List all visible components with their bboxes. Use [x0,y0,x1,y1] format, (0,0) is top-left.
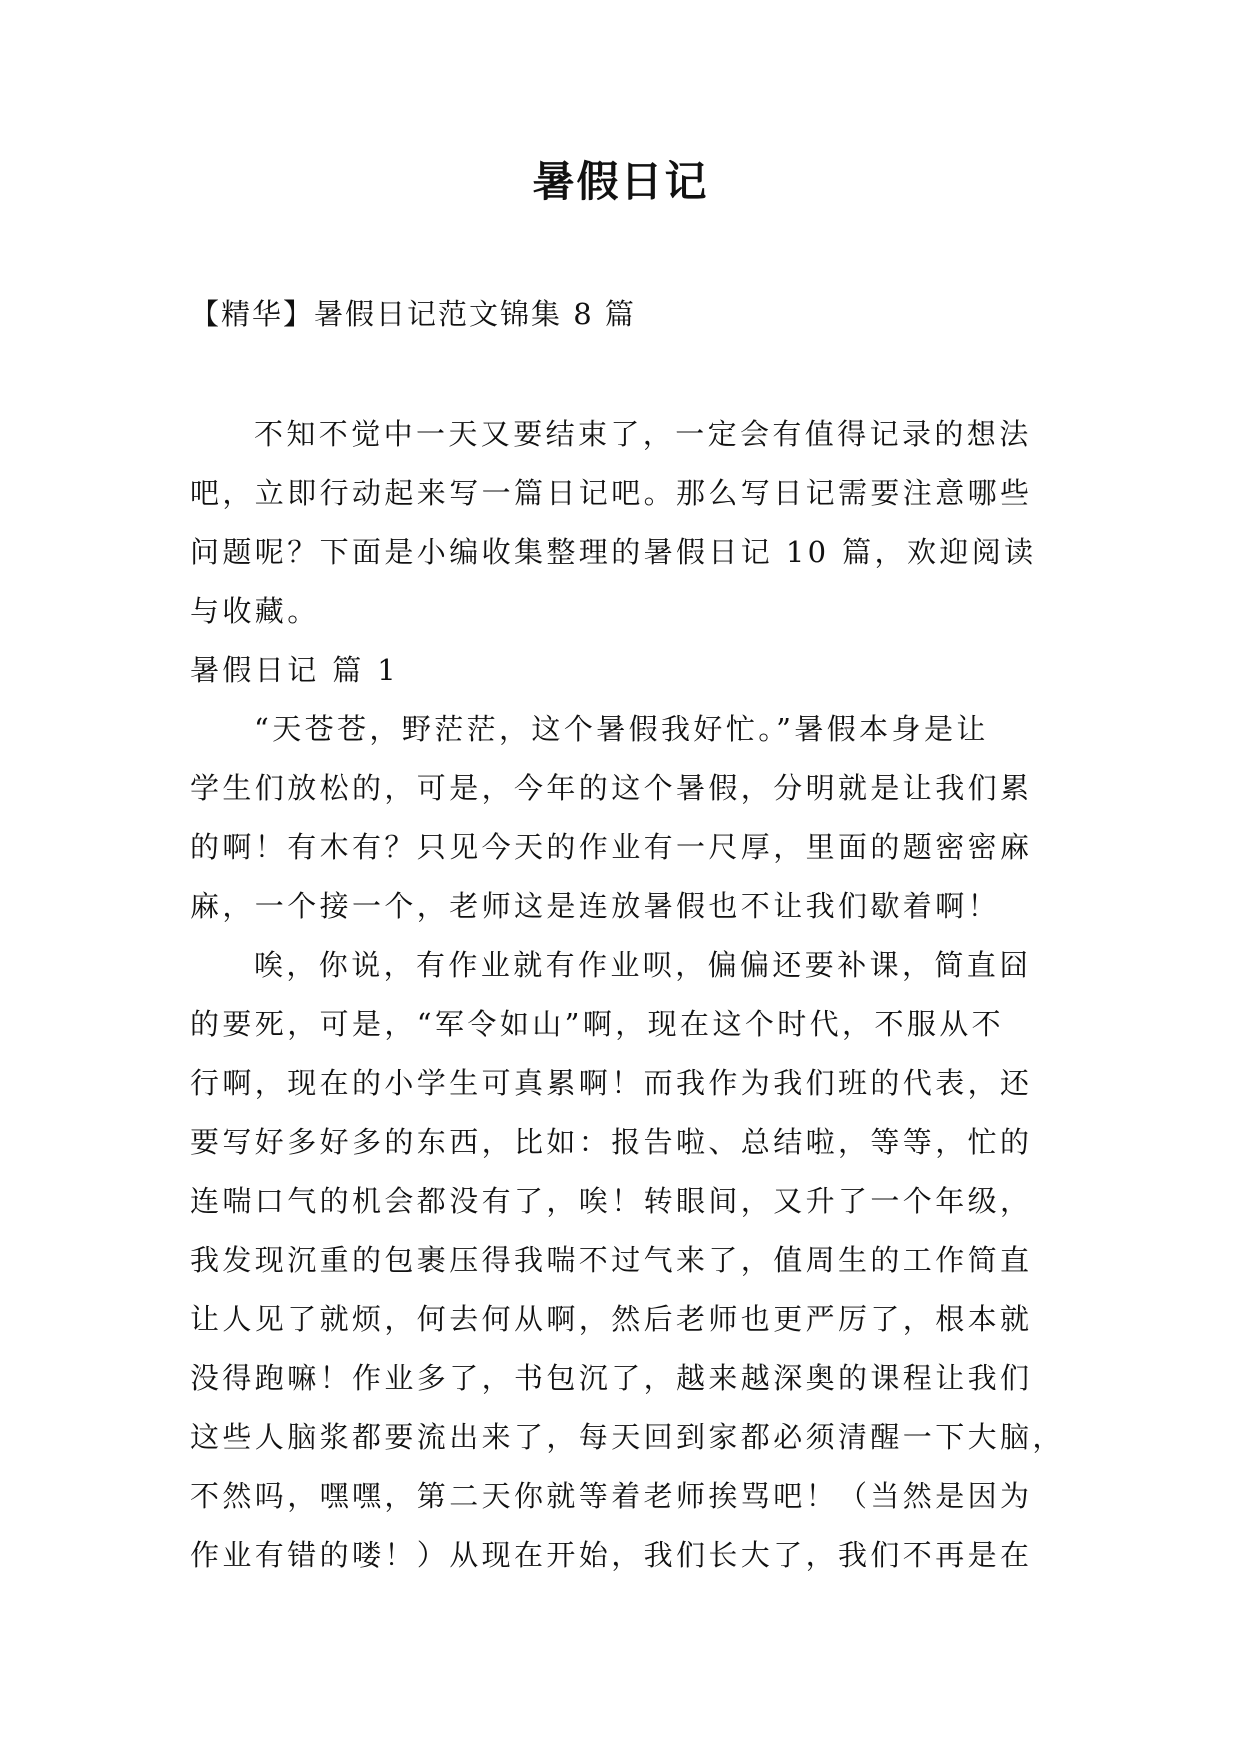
paragraph-line: 麻，一个接一个，老师这是连放暑假也不让我们歇着啊！ [190,889,1001,923]
document-body [190,405,1065,1585]
paragraph-line: 我发现沉重的包裹压得我喘不过气来了，值周生的工作简直 [190,1243,1033,1277]
paragraph-line: 与收藏。 [190,594,320,628]
paragraph-line: 的啊！有木有？只见今天的作业有一尺厚，里面的题密密麻 [190,830,1033,864]
paragraph-line: 让人见了就烦，何去何从啊，然后老师也更严厉了，根本就 [190,1302,1033,1336]
paragraph-line: 作业有错的喽！）从现在开始，我们长大了，我们不再是在 [190,1538,1033,1572]
paragraph-line: 吧，立即行动起来写一篇日记吧。那么写日记需要注意哪些 [190,476,1033,510]
paragraph-line: 要写好多好多的东西，比如：报告啦、总结啦，等等，忙的 [190,1125,1033,1159]
document-subtitle: 【精华】暑假日记范文锦集 8 篇 [190,297,636,331]
paragraph-line: 没得跑嘛！作业多了，书包沉了，越来越深奥的课程让我们 [190,1361,1033,1395]
paragraph-line: 问题呢？下面是小编收集整理的暑假日记 10 篇，欢迎阅读 [190,535,1037,569]
paragraph-line: 连喘口气的机会都没有了，唉！转眼间，又升了一个年级， [190,1184,1033,1218]
paragraph-line: 行啊，现在的小学生可真累啊！而我作为我们班的代表，还 [190,1066,1033,1100]
section-heading: 暑假日记 篇 1 [190,653,400,687]
paragraph-line: 学生们放松的，可是，今年的这个暑假，分明就是让我们累 [190,771,1033,805]
paragraph-line: 的要死，可是，“军令如山”啊，现在这个时代，不服从不 [190,1007,1005,1041]
paragraph-line: “天苍苍，野茫茫，这个暑假我好忙。”暑假本身是让 [254,712,989,746]
paragraph-line: 不然吗，嘿嘿，第二天你就等着老师挨骂吧！（当然是因为 [190,1479,1033,1513]
paragraph-line: 唉，你说，有作业就有作业呗，偏偏还要补课，简直囧 [254,948,1032,982]
document-title: 暑假日记 [532,157,709,206]
paragraph-line: 这些人脑浆都要流出来了，每天回到家都必须清醒一下大脑， [190,1420,1065,1454]
paragraph-line: 不知不觉中一天又要结束了，一定会有值得记录的想法 [254,417,1032,451]
